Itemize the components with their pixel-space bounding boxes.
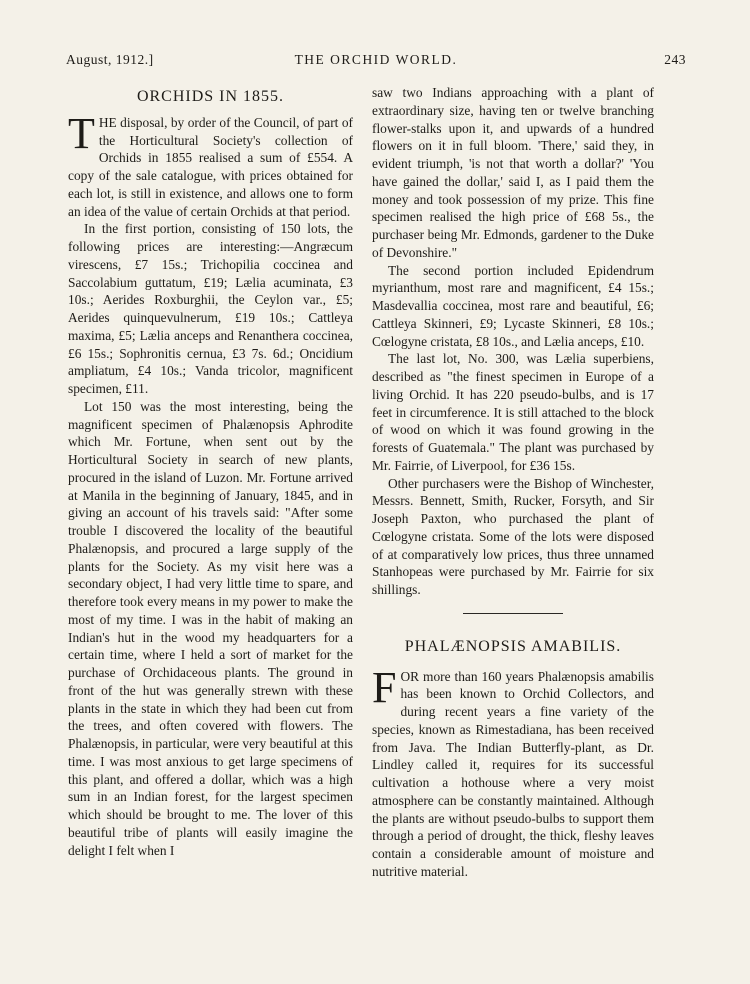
article1-paragraph-3: Lot 150 was the most interesting, being the magnificent specimen of Phalænopsis Aphrodite which Mr. Fortune, when sent out by the Horticultural Society in search of new plants, procured in the island of Luzon. Mr. Fortune arrived at Manila in the beginning of January, 1845, and in giving an account of his travels said: "After some trouble I discovered the locality of the beautiful Phalænopsis, and procured a large supply of the plants for the Society. As my visit here was a secondary object, I had very little time to spare, and therefore took every means in my power to make the most of my time. I was in the habit of making an Indian's hut in the wood my headquarters for a certain time, where I held a sort of market for the purchase of Orchidaceous plants. The ground in front of the hut was generally strewn with these plants in the state in which they had been cut from the trees, and often covered with flowers. The Phalænopsis, in particular, were very beautiful at this time. I was most anxious to get large specimens of this plant, and offered a dollar, which was a high sum in an Indian forest, for the largest specimen which should be brought to me. The lover of this beautiful tribe of plants will easily imagine the delight I felt when I xyxy=(68,398,353,858)
page-number: 243 xyxy=(664,52,686,67)
running-head xyxy=(66,52,686,72)
article1-paragraph-1-text: HE disposal, by order of the Council, of part of the Horticultural Society's collection of Orchids in 1855 realised a sum of £554. A copy of the sale catalogue, with prices obtained for each lot, is still in existence, and allows one to form an idea of the value of certain Orchids at that period. xyxy=(68,114,353,219)
journal-title: THE ORCHID WORLD. xyxy=(294,52,458,67)
article1-paragraph-3-continued: saw two Indians approaching with a plant of extraordinary size, having ten or twelve branching flower-stalks upon it, and upwards of a hundred flowers on it in full bloom. 'There,' said they, in evident triumph, 'is not that worth a dollar?' 'You have gained the dollar,' said I, as I paid them the money and took possession of my prize. This fine specimen realised the high price of £68 5s., the purchaser being Mr. Edmonds, gardener to the Duke of Devonshire." xyxy=(372,85,654,260)
dropcap-f: F xyxy=(372,662,397,712)
article1-paragraph-5: The last lot, No. 300, was Lælia superbiens, described as "the finest specimen in Europe of a living Orchid. It has 220 pseudo-bulbs, and is 17 feet in circumference. It is still attached to the block of wood on which it was found growing in the forests of Guatemala." The plant was purchased by Mr. Fairrie, of Liverpool, for £36 15s. xyxy=(372,351,654,473)
dropcap-t: T xyxy=(68,108,95,158)
article1-paragraph-1 xyxy=(68,108,353,221)
article1-paragraph-4: The second portion included Epidendrum myrianthum, most rare and magnificent, £4 15s.; Masdevallia coccinea, most rare and beautiful, £6; Cattleya Skinneri, £9; Lycaste Skinneri, £8 10s.; Cœlogyne cristata, £8 10s., and Lælia anceps, £10. xyxy=(372,262,654,349)
article2-paragraph-1-text: OR more than 160 years Phalænopsis amabilis has been known to Orchid Collectors, and during recent years a fine variety of the species, known as Rimestadiana, has been received from Java. The Indian Butterfly-plant, as Dr. Lindley called it, requires for its successful cultivation a hothouse where a very moist atmosphere can be constantly maintained. Although the plants are without pseudo-bulbs to support them through a period of drought, the thick, fleshy leaves contain a considerable amount of moisture and nutritive material. xyxy=(372,668,654,879)
article-title-orchids-1855: ORCHIDS IN 1855. xyxy=(136,88,285,105)
left-column xyxy=(68,84,353,859)
section-divider xyxy=(463,613,563,614)
right-column xyxy=(372,84,654,881)
article1-paragraph-6: Other purchasers were the Bishop of Winchester, Messrs. Bennett, Smith, Rucker, Forsyth, and Sir Joseph Paxton, who purchased the plant of Cœlogyne cristata. Some of the lots were disposed of at comparatively low prices, thus three unnamed Stanhopeas were purchased by Mr. Fairrie for six shillings. xyxy=(372,475,654,597)
article1-paragraph-2: In the first portion, consisting of 150 lots, the following prices are interesting:—Angræcum virescens, £7 15s.; Trichopilia coccinea and Saccolabium guttatum, £19; Lælia acuminata, £3 10s.; Aerides Roxburghii, the Ceylon var., £5; Aerides quinquevulnerum, £19 10s.; Cattleya maxima, £5; Lælia anceps and Renanthera coccinea, £6 15s.; Sophronitis cernua, £3 7s. 6d.; Oncidium ampliatum, £4 10s.; Vanda tricolor, magnificent specimen, £11. xyxy=(68,221,353,396)
article2-paragraph-1 xyxy=(372,662,654,881)
issue-date: August, 1912.] xyxy=(66,52,154,67)
article-title-phalaenopsis-amabilis: PHALÆNOPSIS AMABILIS. xyxy=(404,637,622,655)
